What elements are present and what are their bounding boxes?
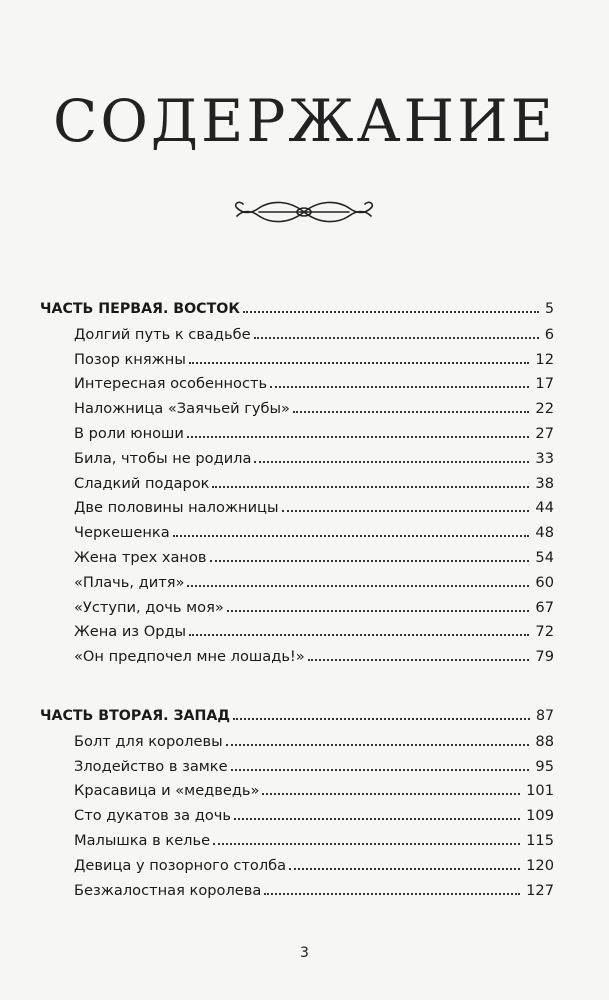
page-title: СОДЕРЖАНИЕ xyxy=(52,87,557,155)
toc-entry[interactable]: Сто дукатов за дочь 109 xyxy=(74,807,554,825)
toc-entry[interactable]: Черкешенка 48 xyxy=(74,524,554,542)
toc-entry[interactable]: Малышка в келье 115 xyxy=(74,831,554,849)
toc-entry[interactable]: Жена из Орды 72 xyxy=(74,623,554,641)
toc-entry[interactable]: Наложница «Заячьей губы» 22 xyxy=(74,400,554,418)
toc-entry[interactable]: В роли юноши 27 xyxy=(74,424,554,442)
toc-entry[interactable]: Злодейство в замке 95 xyxy=(74,757,554,775)
table-of-contents xyxy=(40,301,554,906)
toc-entry[interactable]: Долгий путь к свадьбе 6 xyxy=(74,325,554,343)
toc-entry[interactable]: Била, чтобы не родила 33 xyxy=(74,449,554,467)
toc-entry[interactable]: Девица у позорного столба 120 xyxy=(74,856,554,874)
toc-entry[interactable]: «Плачь, дитя» 60 xyxy=(74,573,554,591)
toc-entry[interactable]: Болт для королевы 88 xyxy=(74,732,554,750)
toc-entry[interactable]: Две половины наложницы 44 xyxy=(74,499,554,517)
toc-part-2[interactable]: ЧАСТЬ ВТОРАЯ. ЗАПАД 87 xyxy=(40,707,554,724)
toc-entry[interactable]: «Он предпочел мне лошадь!» 79 xyxy=(74,648,554,666)
toc-entry[interactable]: Позор княжны 12 xyxy=(74,350,554,368)
toc-entry[interactable]: Красавица и «медведь» 101 xyxy=(74,782,554,800)
flourish-ornament-icon xyxy=(229,192,379,236)
toc-entry[interactable]: «Уступи, дочь моя» 67 xyxy=(74,598,554,616)
toc-entry[interactable]: Интересная особенность 17 xyxy=(74,375,554,393)
toc-part-1[interactable]: ЧАСТЬ ПЕРВАЯ. ВОСТОК 5 xyxy=(40,301,554,317)
toc-entry[interactable]: Сладкий подарок 38 xyxy=(74,474,554,492)
page-number: 3 xyxy=(300,945,309,961)
toc-entry[interactable]: Безжалостная королева 127 xyxy=(74,881,554,899)
toc-entry[interactable]: Жена трех ханов 54 xyxy=(74,548,554,566)
